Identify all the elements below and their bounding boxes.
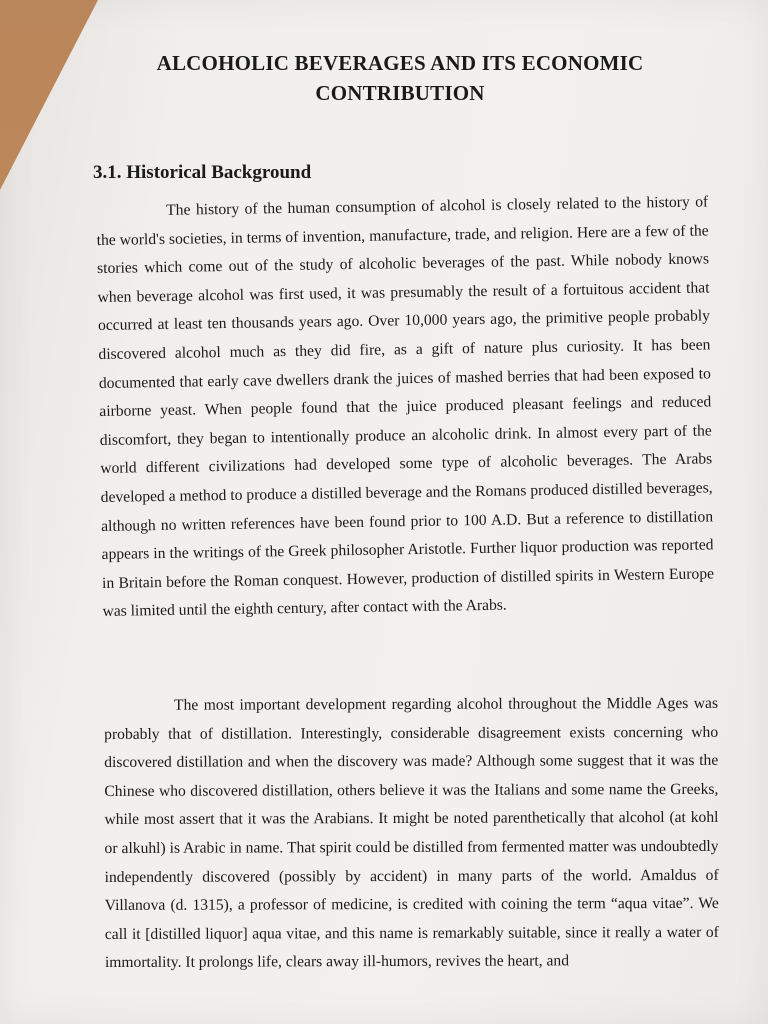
section-heading: 3.1. Historical Background [93,162,312,183]
document-title: ALCOHOLIC BEVERAGES AND ITS ECONOMIC CONTRIBUTION [156,51,644,105]
paragraph-2: The most important development regarding alcohol throughout the Middle Ages was probably that of distillation. Interestingly, considerable disagreement exists concerning who discovered distillation and when the discovery was made? Although some suggest that it was the Chinese who discovered distillation, others believe it was the Italians and some name the Greeks, while most assert that it was the Arabians. It might be noted parenthetically that alcohol (at kohl or alkuhl) is Arabic in name. That spirit could be distilled from fermented matter was undoubtedly independently discovered (possibly by accident) in many parts of the world. Amaldus of Villanova (d. 1315), a professor of medicine, is credited with coining the term “aqua vitae”. We call it [distilled liquor] aqua vitae, and this name is remarkably suitable, since it really a water of immortality. It prolongs life, clears away ill-humors, revives the heart, and [104,694,719,972]
paragraph-1: The history of the human consumption of alcohol is closely related to the history of the world's societies, in terms of invention, manufacture, trade, and religion. Here are a few of the stories which come out of the study of alcoholic beverages of the past. While nobody knows when beverage alcohol was first used, it was presumably the result of a fortuitous accident that occurred at least ten thousands years ago. Over 10,000 years ago, the primitive people probably discovered alcohol much as they did fire, as a gift of nature plus curiosity. It has been documented that early cave dwellers drank the juices of mashed berries that had been exposed to airborne yeast. When people found that the juice produced pleasant feelings and reduced discomfort, they began to intentionally produce an alcoholic drink. In almost every part of the world different civilizations had developed some type of alcoholic beverages. The Arabs developed a method to produce a distilled beverage and the Romans produced distilled beverages, although no written references have been found prior to 100 A.D. But a reference to distillation appears in the writings of the Greek philosopher Aristotle. Further liquor production was reported in Britain before the Roman conquest. However, production of distilled spirits in Western Europe was limited until the eighth century, after contact with the Arabs. [96,193,715,621]
